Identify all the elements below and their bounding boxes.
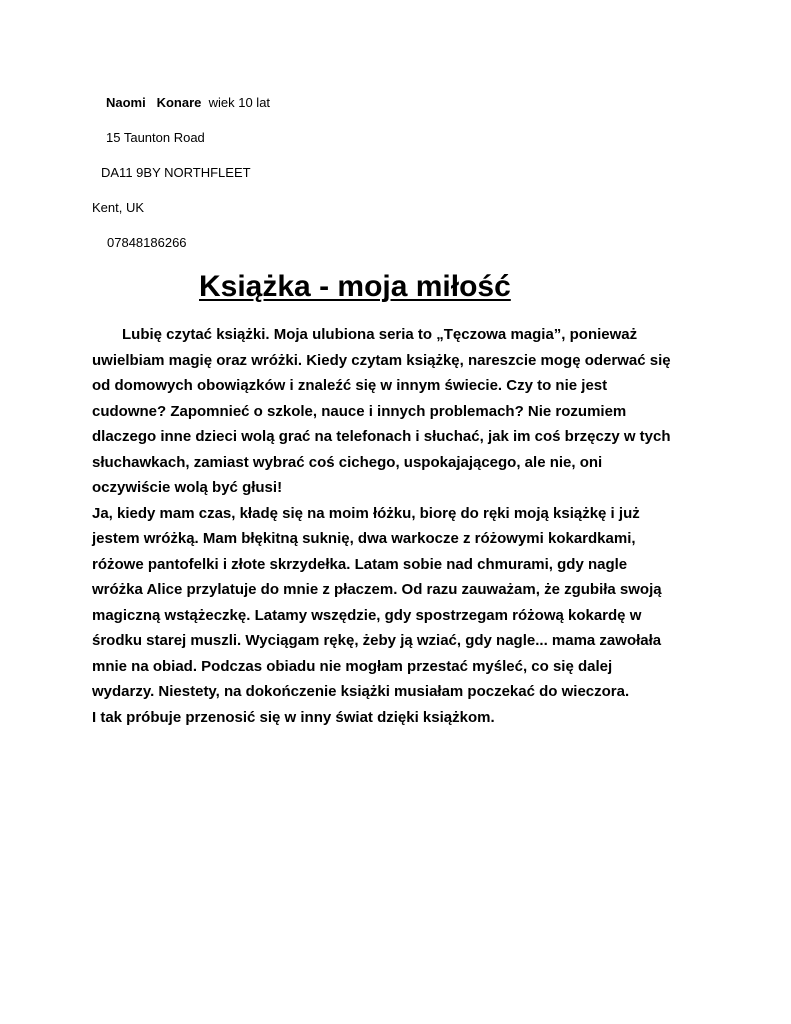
body-line: od domowych obowiązków i znaleźć się w innym świecie. Czy to nie jest — [92, 377, 608, 394]
body-line: różowe pantofelki i złote skrzydełka. Latam sobie nad chmurami, gdy nagle — [92, 555, 628, 573]
body-line: wróżka Alice przylatuje do mnie z płaczem. Od razu zauważam, że zgubiła swoją — [92, 581, 662, 598]
body-line: magiczną wstążeczkę. Latamy wszędzie, gdy spostrzegam różową kokardę w — [92, 606, 642, 624]
body-line: dlaczego inne dzieci wolą grać na telefonach i słuchać, jak im coś brzęczy w tych — [92, 428, 671, 445]
body-line: cudowne? Zapomnieć o szkole, nauce i innych problemach? Nie rozumiem — [92, 402, 627, 420]
essay-title: Książka - moja miłość — [199, 270, 511, 303]
address-street: 15 Taunton Road — [106, 130, 205, 145]
author-age: wiek 10 lat — [208, 95, 271, 110]
author-last-name: Konare — [156, 95, 202, 110]
essay-body — [92, 322, 712, 730]
body-line: mnie na obiad. Podczas obiadu nie mogłam przestać myśleć, co się dalej — [92, 657, 613, 675]
body-line: środku starej muszli. Wyciągam rękę, żeby ją wziać, gdy nagle... mama zawołała — [92, 632, 662, 649]
body-line: słuchawkach, zamiast wybrać coś cichego, uspokajającego, ale nie, oni — [92, 453, 603, 471]
address-postcode-city: DA11 9BY NORTHFLEET — [101, 165, 251, 180]
body-line: uwielbiam magię oraz wróżki. Kiedy czytam książkę, nareszcie mogę oderwać się — [92, 351, 671, 369]
body-line: wydarzy. Niestety, na dokończenie książki musiałam poczekać do wieczora. — [92, 683, 630, 700]
body-line: jestem wróżką. Mam błękitną suknię, dwa warkocze z różowymi kokardkami, — [92, 530, 636, 547]
address-region: Kent, UK — [92, 200, 145, 215]
body-line: oczywiście wolą być głusi! — [92, 479, 283, 496]
phone-number: 07848186266 — [107, 235, 187, 250]
body-line: Lubię czytać książki. Moja ulubiona seria to „Tęczowa magia”, ponieważ — [122, 326, 638, 343]
body-line: Ja, kiedy mam czas, kładę się na moim łóżku, biorę do ręki moją książkę i już — [92, 504, 640, 522]
author-line — [106, 95, 270, 111]
body-line: I tak próbuje przenosić się w inny świat dzięki książkom. — [92, 708, 495, 726]
author-first-name: Naomi — [106, 95, 146, 110]
